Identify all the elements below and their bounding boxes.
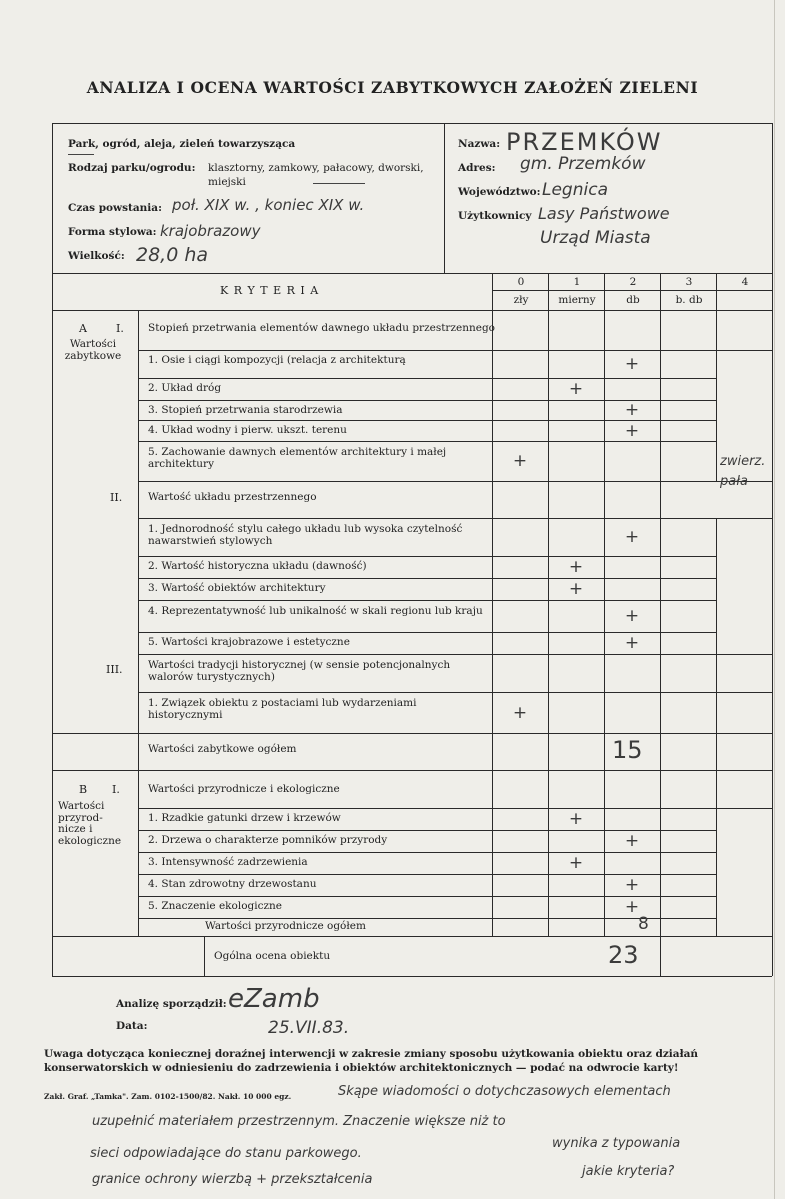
style-value: krajobrazowy [160,222,261,240]
group-b-top [52,770,772,771]
score-mark: + [624,831,640,851]
score-mark: + [624,420,640,441]
criteria-header-bottom [52,310,772,311]
handwritten-note-3: sieci odpowiadające do stanu parkowego. [90,1146,362,1161]
style-label: Forma stylowa: [68,226,157,238]
voivodeship-label: Województwo: [458,186,541,198]
overall-right [660,936,661,976]
historic-total-top [52,733,772,734]
score-mark: + [624,633,640,653]
row-line [138,441,716,442]
section-divider-0 [138,481,772,482]
score-header-4: 4 [741,276,749,288]
park-kind-label: Rodzaj parku/ogrodu: [68,162,196,174]
score-header-0: 0 [517,276,525,288]
criterion-label: 3. Wartość obiektów architektury [148,582,326,594]
document-title: ANALIZA I OCENA WARTOŚCI ZABYTKOWYCH ZAŁOŻEŃ ZIELENI [86,78,699,97]
score-mark: + [624,606,640,626]
section-divider-4 [138,808,772,809]
section-i-title: Stopień przetrwania elementów dawnego układu przestrzennego [148,322,495,334]
park-kind-options: klasztorny, zamkowy, pałacowy, dworski, [208,162,424,174]
score-mark: + [624,527,640,547]
criterion-label: 1. Osie i ciągi kompozycji (relacja z architekturą [148,354,406,366]
criterion-label: 3. Intensywność zadrzewienia [148,856,308,868]
score-mark: + [624,354,640,374]
criterion-label: 3. Stopień przetrwania starodrzewia [148,404,343,416]
nature-total-label: Wartości przyrodnicze ogółem [205,920,366,932]
overall-label: Ogólna ocena obiektu [214,950,331,962]
score-mark: + [568,557,584,577]
frame-bottom [52,976,772,977]
criterion-label: 2. Drzewa o charakterze pomników przyrody [148,834,388,846]
criterion-label: 5. Zachowanie dawnych elementów architektury i małej architektury [148,446,447,470]
group-a-label: Wartości zabytkowe [64,338,122,362]
col-line-2 [604,273,605,936]
users-label: Użytkownicy [458,210,532,222]
voivodeship-value: Legnica [542,180,608,200]
group-b-letter: B [79,783,88,796]
score-header-2: 2 [629,276,637,288]
col-line-4b [716,518,717,936]
criterion-label: 1. Związek obiektu z postaciami lub wydarzeniami historycznymi [148,697,417,721]
header-divider [444,123,445,273]
frame-top [52,123,772,124]
address-label: Adres: [458,162,496,174]
handwritten-note-2: uzupełnić materiałem przestrzennym. Znaczenie większe niż to [92,1114,506,1129]
score-mark: + [568,379,584,399]
historic-total-value: 15 [612,736,643,764]
group-b-label: Wartości przyrod- nicze i ekologiczne [58,800,122,847]
row-line [138,918,716,919]
criteria-header: K R Y T E R I A [220,284,320,297]
name-label: Nazwa: [458,138,501,150]
row-line [138,578,716,579]
section-iii-title: Wartości tradycji historycznej (w sensie potencjonalnych walorów turystycznych) [148,659,451,683]
users-value-2: Urząd Miasta [540,228,651,248]
col-line-3 [660,273,661,936]
row-line [138,600,716,601]
row-line [138,378,716,379]
criterion-label: 2. Układ dróg [148,382,222,394]
col-line-4a [716,273,717,481]
section-iii-roman: III. [106,663,123,676]
col-line-1 [548,273,549,936]
score-header-3: 3 [685,276,693,288]
size-label: Wielkość: [68,250,125,262]
section-ii-title: Wartość układu przestrzennego [148,491,317,503]
header-bottom [52,273,772,274]
score-mark: + [568,579,584,599]
origin-value: poł. XIX w. , koniec XIX w. [172,196,365,214]
section-b-title: Wartości przyrodnicze i ekologiczne [148,783,340,795]
date-label: Data: [116,1020,148,1032]
score-mark: + [568,853,584,873]
section-i-line [138,350,772,351]
handwritten-note-6: jakie kryteria? [582,1164,675,1179]
park-kind-options-2: miejski [208,176,246,188]
grade-header-0: zły [513,294,529,306]
nature-total-bottom [52,936,772,937]
analysis-label: Analizę sporządził: [116,998,227,1010]
historic-total-label: Wartości zabytkowe ogółem [148,743,297,755]
group-b-section-roman: I. [112,783,120,796]
printer-info: Zakł. Graf. „Tamka". Zam. 0102-1500/82. Nakł. 10 000 egz. [44,1092,292,1101]
score-mark: + [624,875,640,895]
handwritten-note-1: Skąpe wiadomości o dotychczasowych elementach [338,1084,671,1099]
park-type-label: Park, ogród, aleja, zieleń towarzysząca [68,138,296,150]
overall-left [204,936,205,976]
score-divider [492,290,772,291]
kind-underline [313,183,365,184]
criterion-label: 1. Rzadkie gatunki drzew i krzewów [148,812,341,824]
score-header-1: 1 [573,276,581,288]
group-a-letter: A [79,322,87,335]
name-value: PRZEMKÓW [506,128,663,156]
col-line-0 [492,273,493,936]
margin-note: zwierz. pała [720,454,766,489]
users-value: Lasy Państwowe [538,204,670,223]
score-mark: + [624,400,640,420]
row-line [138,556,716,557]
overall-value: 23 [608,941,639,969]
row-line [138,852,716,853]
score-mark: + [568,809,584,829]
grade-header-1: mierny [558,294,596,306]
frame-left [52,123,53,976]
address-value: gm. Przemków [520,154,646,174]
origin-label: Czas powstania: [68,202,162,214]
score-mark: + [512,702,528,723]
intervention-note: Uwaga dotycząca koniecznej doraźnej interwencji w zakresie zmiany sposobu użytkowania obiektu oraz działań konserwatorskich w odniesieniu do zadrzewienia i obiektów architektonicznych — podać na odwrocie karty! [44,1048,699,1074]
criterion-label: 5. Znaczenie ekologiczne [148,900,283,912]
grade-header-2: db [626,294,640,306]
nature-total-value: 8 [638,914,649,934]
section-ii-roman: II. [110,491,123,504]
criterion-label: 4. Reprezentatywność lub unikalność w skali regionu lub kraju [148,605,483,617]
criterion-label: 5. Wartości krajobrazowe i estetyczne [148,636,350,648]
criterion-label: 2. Wartość historyczna układu (dawność) [148,560,367,572]
analysis-signature: eZamb [228,984,320,1014]
criterion-label: 4. Układ wodny i pierw. ukszt. terenu [148,424,347,436]
score-mark: + [624,897,640,917]
group-line-a [138,310,139,770]
size-value: 28,0 ha [136,244,209,266]
group-line-b [138,770,139,936]
criterion-label: 1. Jednorodność stylu całego układu lub wysoka czytelność nawarstwień stylowych [148,523,463,547]
date-value: 25.VII.83. [268,1018,350,1038]
handwritten-note-4: wynika z typowania [552,1136,681,1151]
section-divider-2 [138,654,772,655]
handwritten-note-5: granice ochrony wierzbą + przekształcenia [92,1172,373,1187]
section-divider-3 [138,692,772,693]
score-mark: + [512,451,528,471]
grade-header-3: b. db [675,294,703,306]
park-underline [68,154,94,155]
section-divider-1 [138,518,772,519]
group-a-section-roman: I. [116,322,124,335]
criterion-label: 4. Stan zdrowotny drzewostanu [148,878,317,890]
frame-right [772,123,773,976]
